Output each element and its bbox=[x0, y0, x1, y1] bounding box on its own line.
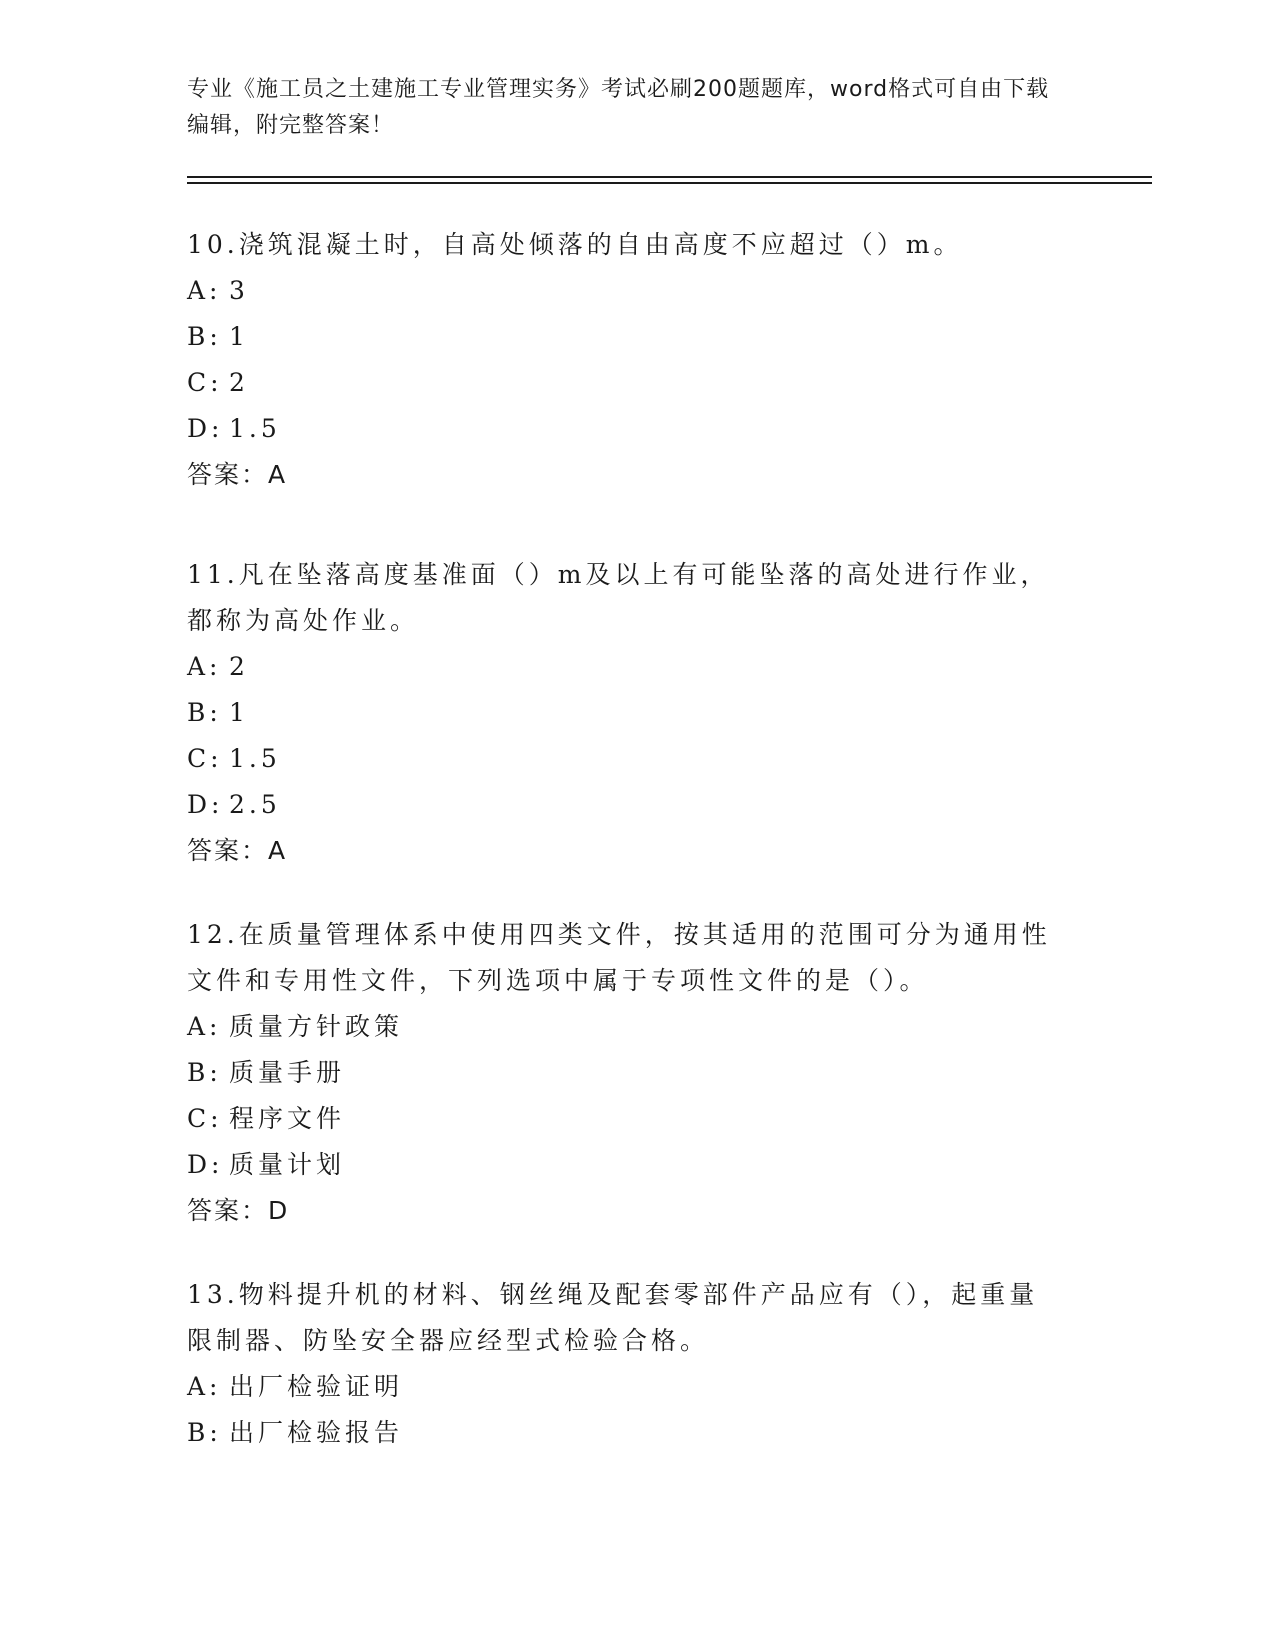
option-letter: D: bbox=[187, 1150, 224, 1179]
option-letter: A: bbox=[187, 652, 222, 681]
option-text: 3 bbox=[229, 276, 249, 305]
answer: 答案：A bbox=[187, 836, 288, 865]
option-letter: A: bbox=[187, 1012, 222, 1041]
option-letter: C: bbox=[187, 368, 223, 397]
option-text: 质量计划 bbox=[229, 1150, 346, 1179]
question-text: 13.物料提升机的材料、钢丝绳及配套零部件产品应有（），起重量限制器、防坠安全器应经型式检验合格。 bbox=[187, 1280, 1039, 1355]
option-text: 1.5 bbox=[229, 744, 281, 773]
question-text: 12.在质量管理体系中使用四类文件，按其适用的范围可分为通用性文件和专用性文件，下列选项中属于专项性文件的是（）。 bbox=[187, 920, 1051, 995]
option-letter: C: bbox=[187, 1104, 223, 1133]
option-text: 程序文件 bbox=[229, 1104, 346, 1133]
option-letter: A: bbox=[187, 276, 222, 305]
option-letter: B: bbox=[187, 698, 222, 727]
option-text: 1 bbox=[229, 698, 249, 727]
question-text: 11.凡在坠落高度基准面（）m及以上有可能坠落的高处进行作业，都称为高处作业。 bbox=[187, 560, 1050, 635]
option-c bbox=[187, 360, 1067, 406]
option-text: 质量手册 bbox=[229, 1058, 346, 1087]
option-text: 1.5 bbox=[229, 414, 281, 443]
option-a bbox=[187, 1004, 1067, 1050]
answer: 答案：D bbox=[187, 1196, 290, 1225]
option-b bbox=[187, 690, 1067, 736]
option-text: 质量方针政策 bbox=[229, 1012, 404, 1041]
document-header: 专业《施工员之土建施工专业管理实务》考试必刷200题题库，word格式可自由下载编辑，附完整答案！ bbox=[187, 77, 1050, 138]
option-text: 2.5 bbox=[229, 790, 281, 819]
option-letter: A: bbox=[187, 1372, 222, 1401]
question-text: 10.浇筑混凝土时，自高处倾落的自由高度不应超过（）m。 bbox=[187, 230, 963, 259]
option-b bbox=[187, 1050, 1067, 1096]
option-a bbox=[187, 268, 1067, 314]
option-letter: B: bbox=[187, 1058, 222, 1087]
question-13 bbox=[187, 1272, 1067, 1456]
answer: 答案：A bbox=[187, 460, 288, 489]
option-letter: B: bbox=[187, 1418, 222, 1447]
option-b bbox=[187, 314, 1067, 360]
question-12 bbox=[187, 912, 1067, 1234]
question-11 bbox=[187, 552, 1067, 874]
option-text: 出厂检验证明 bbox=[229, 1372, 404, 1401]
option-letter: D: bbox=[187, 790, 224, 819]
option-a bbox=[187, 644, 1067, 690]
option-letter: B: bbox=[187, 322, 222, 351]
option-letter: D: bbox=[187, 414, 224, 443]
header-divider-top bbox=[187, 176, 1152, 178]
option-c bbox=[187, 736, 1067, 782]
option-c bbox=[187, 1096, 1067, 1142]
option-b bbox=[187, 1410, 1067, 1456]
option-text: 出厂检验报告 bbox=[229, 1418, 404, 1447]
option-text: 2 bbox=[229, 368, 249, 397]
option-d bbox=[187, 406, 1067, 452]
option-d bbox=[187, 1142, 1067, 1188]
option-letter: C: bbox=[187, 744, 223, 773]
question-10 bbox=[187, 222, 1067, 498]
option-d bbox=[187, 782, 1067, 828]
option-a bbox=[187, 1364, 1067, 1410]
header-divider-bottom bbox=[187, 182, 1152, 184]
option-text: 1 bbox=[229, 322, 249, 351]
option-text: 2 bbox=[229, 652, 249, 681]
